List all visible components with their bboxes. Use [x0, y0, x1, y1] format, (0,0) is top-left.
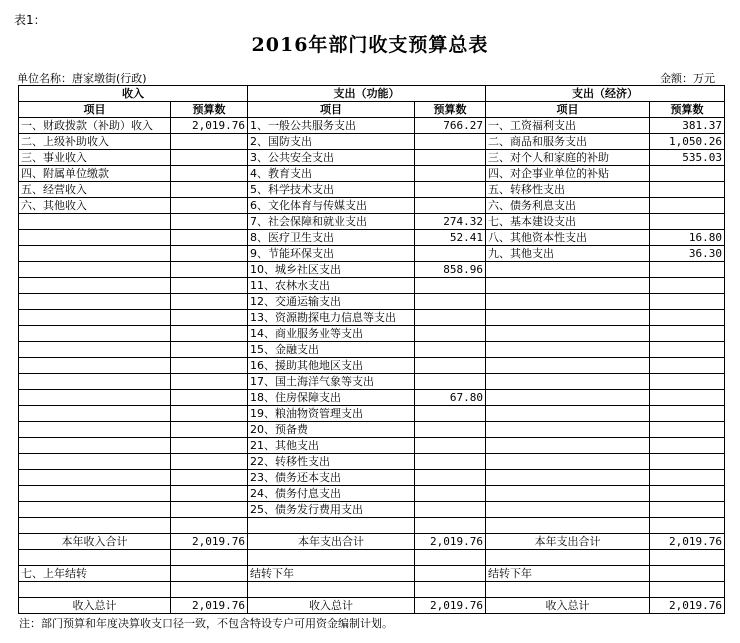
function-item-cell: 10、城乡社区支出 — [248, 262, 415, 278]
income-value-cell — [171, 326, 248, 342]
economic-item-cell: 六、债务利息支出 — [486, 198, 650, 214]
income-value-cell — [171, 502, 248, 518]
economic-item-cell: 三、对个人和家庭的补助 — [486, 150, 650, 166]
function-value-cell: 67.80 — [415, 390, 486, 406]
income-value-cell: 2,019.76 — [171, 118, 248, 134]
function-item-cell: 8、医疗卫生支出 — [248, 230, 415, 246]
economic-value-cell — [650, 390, 725, 406]
table-row — [19, 358, 725, 374]
income-item-cell — [19, 422, 171, 438]
col-header-item: 项目 — [248, 102, 415, 118]
carry-function-label: 结转下年 — [248, 566, 415, 582]
carry-economic-label: 结转下年 — [486, 566, 650, 582]
column-header-row — [19, 102, 725, 118]
income-value-cell — [171, 150, 248, 166]
col-header-budget: 预算数 — [650, 102, 725, 118]
economic-value-cell — [650, 214, 725, 230]
grand-income-label: 收入总计 — [19, 598, 171, 614]
table-row — [19, 182, 725, 198]
function-item-cell: 19、粮油物资管理支出 — [248, 406, 415, 422]
income-value-cell — [171, 294, 248, 310]
function-value-cell — [415, 134, 486, 150]
economic-item-cell — [486, 262, 650, 278]
income-value-cell — [171, 438, 248, 454]
table-row — [19, 294, 725, 310]
empty-cell — [248, 582, 415, 598]
economic-item-cell — [486, 406, 650, 422]
economic-value-cell: 381.37 — [650, 118, 725, 134]
table-row — [19, 422, 725, 438]
empty-cell — [171, 582, 248, 598]
income-item-cell — [19, 358, 171, 374]
empty-cell — [650, 550, 725, 566]
blank-row — [19, 518, 725, 534]
table-row — [19, 438, 725, 454]
col-header-budget: 预算数 — [171, 102, 248, 118]
income-item-cell — [19, 390, 171, 406]
carry-row — [19, 566, 725, 582]
empty-cell — [415, 582, 486, 598]
income-item-cell: 二、上级补助收入 — [19, 134, 171, 150]
economic-value-cell — [650, 454, 725, 470]
function-item-cell: 22、转移性支出 — [248, 454, 415, 470]
income-value-cell — [171, 262, 248, 278]
function-value-cell — [415, 294, 486, 310]
income-item-cell — [19, 502, 171, 518]
income-item-cell: 四、附属单位缴款 — [19, 166, 171, 182]
function-item-cell: 9、节能环保支出 — [248, 246, 415, 262]
table-row — [19, 118, 725, 134]
income-item-cell: 一、财政拨款（补助）收入 — [19, 118, 171, 134]
function-item-cell: 12、交通运输支出 — [248, 294, 415, 310]
function-value-cell — [415, 342, 486, 358]
empty-cell — [248, 518, 415, 534]
section-income: 收入 — [19, 86, 248, 102]
table-row — [19, 470, 725, 486]
function-value-cell — [415, 486, 486, 502]
income-value-cell — [171, 470, 248, 486]
income-value-cell — [171, 422, 248, 438]
function-value-cell: 52.41 — [415, 230, 486, 246]
economic-value-cell: 36.30 — [650, 246, 725, 262]
income-item-cell — [19, 470, 171, 486]
empty-cell — [19, 518, 171, 534]
table-caption: 表1： — [14, 13, 46, 27]
col-header-item: 项目 — [486, 102, 650, 118]
economic-item-cell: 四、对企事业单位的补贴 — [486, 166, 650, 182]
function-value-cell — [415, 374, 486, 390]
function-item-cell: 18、住房保障支出 — [248, 390, 415, 406]
col-header-item: 项目 — [19, 102, 171, 118]
total-economic-label: 本年支出合计 — [486, 534, 650, 550]
table-row — [19, 502, 725, 518]
function-value-cell — [415, 182, 486, 198]
footnote: 注：部门预算和年度决算收支口径一致，不包含特设专户可用资金编制计划。 — [19, 617, 393, 630]
income-value-cell — [171, 342, 248, 358]
income-value-cell — [171, 454, 248, 470]
function-item-cell: 2、国防支出 — [248, 134, 415, 150]
grand-income-value: 2,019.76 — [171, 598, 248, 614]
income-item-cell — [19, 374, 171, 390]
empty-cell — [650, 518, 725, 534]
page-title: 2016年部门收支预算总表 — [251, 34, 489, 56]
function-item-cell: 25、债务发行费用支出 — [248, 502, 415, 518]
empty-cell — [415, 518, 486, 534]
function-value-cell — [415, 310, 486, 326]
economic-item-cell — [486, 310, 650, 326]
section-economic: 支出（经济） — [486, 86, 725, 102]
grand-economic-label: 收入总计 — [486, 598, 650, 614]
table-row — [19, 454, 725, 470]
table-row — [19, 134, 725, 150]
total-row — [19, 534, 725, 550]
table-row — [19, 230, 725, 246]
income-item-cell — [19, 294, 171, 310]
table-row — [19, 278, 725, 294]
empty-cell — [650, 582, 725, 598]
economic-item-cell — [486, 342, 650, 358]
economic-value-cell — [650, 326, 725, 342]
income-item-cell — [19, 246, 171, 262]
empty-cell — [486, 582, 650, 598]
empty-cell — [171, 518, 248, 534]
income-value-cell — [171, 182, 248, 198]
income-value-cell — [171, 390, 248, 406]
income-item-cell: 五、经营收入 — [19, 182, 171, 198]
income-item-cell — [19, 262, 171, 278]
grand-function-label: 收入总计 — [248, 598, 415, 614]
function-item-cell: 4、教育支出 — [248, 166, 415, 182]
income-value-cell — [171, 166, 248, 182]
function-value-cell — [415, 470, 486, 486]
income-item-cell — [19, 406, 171, 422]
budget-table — [18, 85, 725, 614]
table-row — [19, 342, 725, 358]
function-value-cell — [415, 502, 486, 518]
income-item-cell — [19, 230, 171, 246]
empty-cell — [486, 518, 650, 534]
economic-value-cell — [650, 294, 725, 310]
table-row — [19, 374, 725, 390]
empty-cell — [19, 582, 171, 598]
table-row — [19, 486, 725, 502]
function-value-cell — [415, 406, 486, 422]
income-value-cell — [171, 358, 248, 374]
carry-income-value — [171, 566, 248, 582]
economic-value-cell — [650, 358, 725, 374]
total-function-label: 本年支出合计 — [248, 534, 415, 550]
economic-item-cell — [486, 374, 650, 390]
function-item-cell: 24、债务付息支出 — [248, 486, 415, 502]
table-row — [19, 214, 725, 230]
income-value-cell — [171, 486, 248, 502]
function-value-cell — [415, 358, 486, 374]
function-item-cell: 15、金融支出 — [248, 342, 415, 358]
blank-row — [19, 550, 725, 566]
total-function-value: 2,019.76 — [415, 534, 486, 550]
total-income-label: 本年收入合计 — [19, 534, 171, 550]
function-value-cell — [415, 422, 486, 438]
income-value-cell — [171, 310, 248, 326]
function-value-cell: 274.32 — [415, 214, 486, 230]
table-row — [19, 166, 725, 182]
function-item-cell: 17、国土海洋气象等支出 — [248, 374, 415, 390]
grand-total-row — [19, 598, 725, 614]
economic-value-cell: 535.03 — [650, 150, 725, 166]
economic-value-cell — [650, 406, 725, 422]
total-income-value: 2,019.76 — [171, 534, 248, 550]
function-item-cell: 23、债务还本支出 — [248, 470, 415, 486]
economic-item-cell — [486, 438, 650, 454]
table-footer — [19, 518, 725, 614]
economic-item-cell: 一、工资福利支出 — [486, 118, 650, 134]
carry-economic-value — [650, 566, 725, 582]
function-item-cell: 14、商业服务业等支出 — [248, 326, 415, 342]
economic-value-cell — [650, 486, 725, 502]
table-row — [19, 326, 725, 342]
function-item-cell: 13、资源勘探电力信息等支出 — [248, 310, 415, 326]
income-value-cell — [171, 214, 248, 230]
economic-value-cell — [650, 310, 725, 326]
grand-function-value: 2,019.76 — [415, 598, 486, 614]
function-value-cell — [415, 454, 486, 470]
unit-name: 单位名称：唐家墩街(行政) — [17, 72, 147, 85]
carry-income-label: 七、上年结转 — [19, 566, 171, 582]
section-function: 支出（功能） — [248, 86, 486, 102]
function-item-cell: 7、社会保障和就业支出 — [248, 214, 415, 230]
economic-value-cell: 16.80 — [650, 230, 725, 246]
income-item-cell — [19, 310, 171, 326]
income-item-cell: 三、事业收入 — [19, 150, 171, 166]
empty-cell — [19, 550, 171, 566]
economic-item-cell: 八、其他资本性支出 — [486, 230, 650, 246]
table-row — [19, 390, 725, 406]
function-value-cell — [415, 438, 486, 454]
function-value-cell — [415, 166, 486, 182]
function-value-cell — [415, 150, 486, 166]
economic-item-cell — [486, 486, 650, 502]
section-header-row — [19, 86, 725, 102]
table-row — [19, 150, 725, 166]
function-item-cell: 5、科学技术支出 — [248, 182, 415, 198]
empty-cell — [248, 550, 415, 566]
function-value-cell — [415, 246, 486, 262]
economic-item-cell — [486, 454, 650, 470]
carry-function-value — [415, 566, 486, 582]
table-row — [19, 406, 725, 422]
table-row — [19, 246, 725, 262]
income-item-cell — [19, 326, 171, 342]
income-value-cell — [171, 278, 248, 294]
economic-item-cell: 五、转移性支出 — [486, 182, 650, 198]
function-item-cell: 21、其他支出 — [248, 438, 415, 454]
function-item-cell: 11、农林水支出 — [248, 278, 415, 294]
empty-cell — [415, 550, 486, 566]
economic-value-cell — [650, 470, 725, 486]
function-item-cell: 16、援助其他地区支出 — [248, 358, 415, 374]
grand-economic-value: 2,019.76 — [650, 598, 725, 614]
economic-value-cell — [650, 262, 725, 278]
income-item-cell — [19, 454, 171, 470]
income-item-cell — [19, 278, 171, 294]
economic-value-cell: 1,050.26 — [650, 134, 725, 150]
economic-value-cell — [650, 422, 725, 438]
economic-value-cell — [650, 502, 725, 518]
function-item-cell: 6、文化体育与传媒支出 — [248, 198, 415, 214]
economic-item-cell — [486, 326, 650, 342]
function-item-cell: 3、公共安全支出 — [248, 150, 415, 166]
income-item-cell — [19, 438, 171, 454]
income-item-cell — [19, 342, 171, 358]
income-value-cell — [171, 246, 248, 262]
economic-item-cell — [486, 470, 650, 486]
economic-value-cell — [650, 198, 725, 214]
function-item-cell: 20、预备费 — [248, 422, 415, 438]
amount-unit: 金额：万元 — [660, 72, 715, 85]
income-value-cell — [171, 406, 248, 422]
economic-value-cell — [650, 166, 725, 182]
col-header-budget: 预算数 — [415, 102, 486, 118]
function-value-cell: 766.27 — [415, 118, 486, 134]
economic-item-cell — [486, 278, 650, 294]
table-row — [19, 198, 725, 214]
total-economic-value: 2,019.76 — [650, 534, 725, 550]
economic-item-cell: 七、基本建设支出 — [486, 214, 650, 230]
function-value-cell — [415, 198, 486, 214]
table-body — [19, 118, 725, 518]
economic-value-cell — [650, 374, 725, 390]
function-value-cell: 858.96 — [415, 262, 486, 278]
economic-value-cell — [650, 438, 725, 454]
function-item-cell: 1、一般公共服务支出 — [248, 118, 415, 134]
income-value-cell — [171, 134, 248, 150]
economic-item-cell — [486, 358, 650, 374]
income-item-cell: 六、其他收入 — [19, 198, 171, 214]
economic-item-cell: 二、商品和服务支出 — [486, 134, 650, 150]
economic-value-cell — [650, 182, 725, 198]
economic-item-cell — [486, 294, 650, 310]
table-row — [19, 262, 725, 278]
blank-row — [19, 582, 725, 598]
function-value-cell — [415, 278, 486, 294]
income-value-cell — [171, 230, 248, 246]
economic-item-cell — [486, 390, 650, 406]
table-row — [19, 310, 725, 326]
empty-cell — [486, 550, 650, 566]
income-item-cell — [19, 214, 171, 230]
empty-cell — [171, 550, 248, 566]
income-item-cell — [19, 486, 171, 502]
economic-value-cell — [650, 342, 725, 358]
function-value-cell — [415, 326, 486, 342]
economic-item-cell: 九、其他支出 — [486, 246, 650, 262]
income-value-cell — [171, 198, 248, 214]
economic-item-cell — [486, 422, 650, 438]
economic-value-cell — [650, 278, 725, 294]
economic-item-cell — [486, 502, 650, 518]
income-value-cell — [171, 374, 248, 390]
